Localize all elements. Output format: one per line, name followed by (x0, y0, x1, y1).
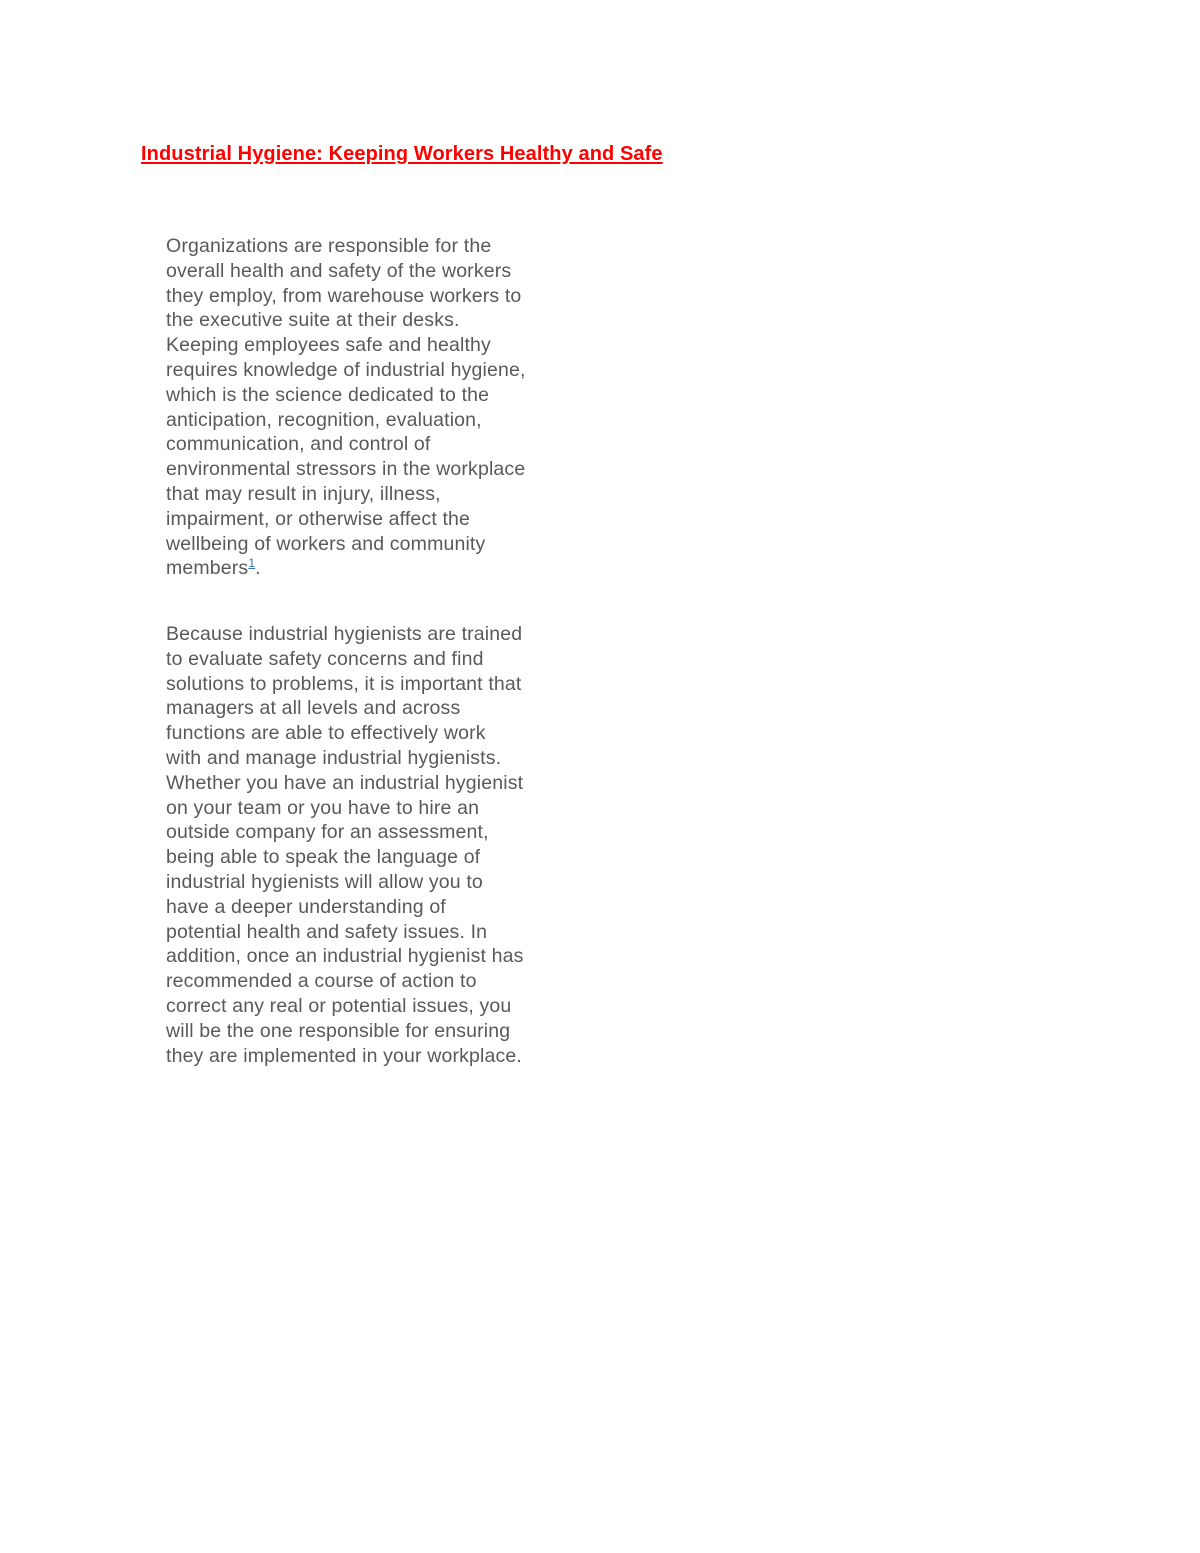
paragraph-line: that may result in injury, illness, (166, 482, 441, 505)
paragraph-trailing-period: . (255, 557, 261, 580)
paragraph-line: managers at all levels and across (166, 697, 461, 720)
paragraph-line: Keeping employees safe and healthy (166, 334, 491, 357)
paragraph-line: they employ, from warehouse workers to (166, 284, 522, 307)
paragraph-industrial-hygienists (166, 622, 566, 1068)
paragraph-line: overall health and safety of the workers (166, 259, 512, 282)
paragraph-line: Because industrial hygienists are trained (166, 623, 523, 645)
paragraph-line: Whether you have an industrial hygienist (166, 771, 524, 794)
paragraph-line: requires knowledge of industrial hygiene, (166, 358, 526, 381)
paragraph-line: environmental stressors in the workplace (166, 458, 526, 481)
paragraph-line: which is the science dedicated to the (166, 383, 490, 406)
paragraph-line: with and manage industrial hygienists. (166, 746, 502, 769)
paragraph-line: will be the one responsible for ensuring (166, 1019, 511, 1042)
paragraph-line: they are implemented in your workplace. (166, 1044, 522, 1067)
paragraph-line: recommended a course of action to (166, 970, 477, 993)
paragraph-organizations (166, 234, 566, 581)
document-title: Industrial Hygiene: Keeping Workers Healthy and Safe (141, 143, 663, 165)
paragraph-line: solutions to problems, it is important that (166, 672, 522, 695)
paragraph-line: outside company for an assessment, (166, 821, 489, 844)
paragraph-line: being able to speak the language of (166, 846, 481, 869)
paragraph-line: impairment, or otherwise affect the (166, 507, 471, 530)
paragraph-line: Organizations are responsible for the (166, 235, 492, 257)
paragraph-line: wellbeing of workers and community (166, 532, 486, 555)
paragraph-line-text: members (166, 557, 249, 580)
paragraph-line: industrial hygienists will allow you to (166, 870, 483, 893)
paragraph-line: to evaluate safety concerns and find (166, 647, 484, 670)
paragraph-line: functions are able to effectively work (166, 722, 486, 745)
paragraph-line: on your team or you have to hire an (166, 796, 480, 819)
paragraph-line: correct any real or potential issues, you (166, 994, 512, 1017)
paragraph-last-line (166, 556, 566, 581)
paragraph-line: the executive suite at their desks. (166, 309, 460, 332)
paragraph-line: communication, and control of (166, 433, 431, 456)
paragraph-line: have a deeper understanding of (166, 895, 446, 918)
paragraph-line: potential health and safety issues. In (166, 920, 488, 943)
paragraph-line: addition, once an industrial hygienist has (166, 945, 524, 968)
footnote-link[interactable]: 1 (248, 556, 256, 571)
paragraph-line: anticipation, recognition, evaluation, (166, 408, 482, 431)
